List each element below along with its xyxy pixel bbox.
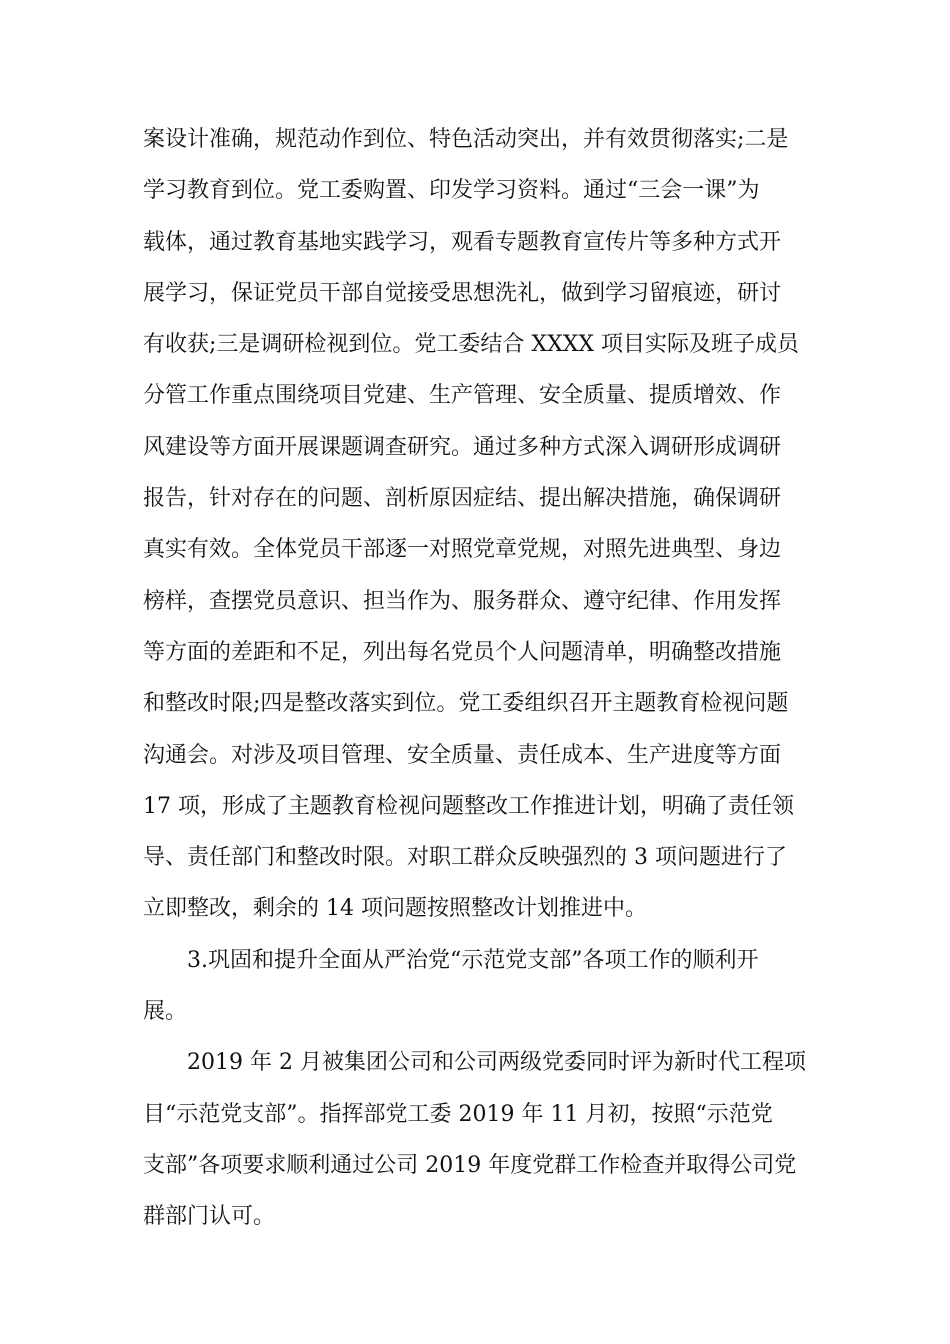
text-line: 风建设等方面开展课题调查研究。通过多种方式深入调研形成调研 — [143, 434, 782, 460]
text-line: 等方面的差距和不足，列出每名党员个人问题清单，明确整改措施 — [143, 639, 782, 665]
section-heading-line: 展。 — [143, 999, 188, 1025]
text-line: 报告，针对存在的问题、剖析原因症结、提出解决措施，确保调研 — [143, 486, 782, 512]
text-line: 2019 年 2 月被集团公司和公司两级党委同时评为新时代工程项 — [187, 1050, 806, 1076]
text-line: 分管工作重点围绕项目党建、生产管理、安全质量、提质增效、作 — [143, 383, 782, 409]
text-line: 导、责任部门和整改时限。对职工群众反映强烈的 3 项问题进行了 — [143, 845, 787, 871]
text-line: 群部门认可。 — [143, 1204, 276, 1230]
text-line: 案设计准确，规范动作到位、特色活动突出，并有效贯彻落实;二是 — [143, 127, 789, 152]
text-line: 支部”各项要求顺利通过公司 2019 年度党群工作检查并取得公司党 — [143, 1152, 797, 1178]
text-line: 展学习，保证党员干部自觉接受思想洗礼，做到学习留痕迹，研讨 — [143, 280, 782, 306]
text-line: 学习教育到位。党工委购置、印发学习资料。通过“三会一课”为 — [143, 178, 760, 204]
text-line: 榜样，查摆党员意识、担当作为、服务群众、遵守纪律、作用发挥 — [143, 588, 782, 614]
text-line: 沟通会。对涉及项目管理、安全质量、责任成本、生产进度等方面 — [143, 742, 782, 768]
text-line: 有收获;三是调研检视到位。党工委结合 XXXX 项目实际及班子成员 — [143, 332, 800, 358]
text-line: 和整改时限;四是整改落实到位。党工委组织召开主题教育检视问题 — [143, 691, 789, 717]
text-line: 立即整改，剩余的 14 项问题按照整改计划推进中。 — [143, 896, 647, 922]
text-line: 真实有效。全体党员干部逐一对照党章党规，对照先进典型、身边 — [143, 537, 782, 563]
document-body — [143, 114, 808, 1243]
section-heading-line: 3.巩固和提升全面从严治党“示范党支部”各项工作的顺利开 — [187, 947, 759, 973]
text-line: 载体，通过教育基地实践学习，观看专题教育宣传片等多种方式开 — [143, 229, 782, 255]
text-line: 17 项，形成了主题教育检视问题整改工作推进计划，明确了责任领 — [143, 793, 794, 819]
text-line: 目“示范党支部”。指挥部党工委 2019 年 11 月初，按照“示范党 — [143, 1101, 773, 1127]
